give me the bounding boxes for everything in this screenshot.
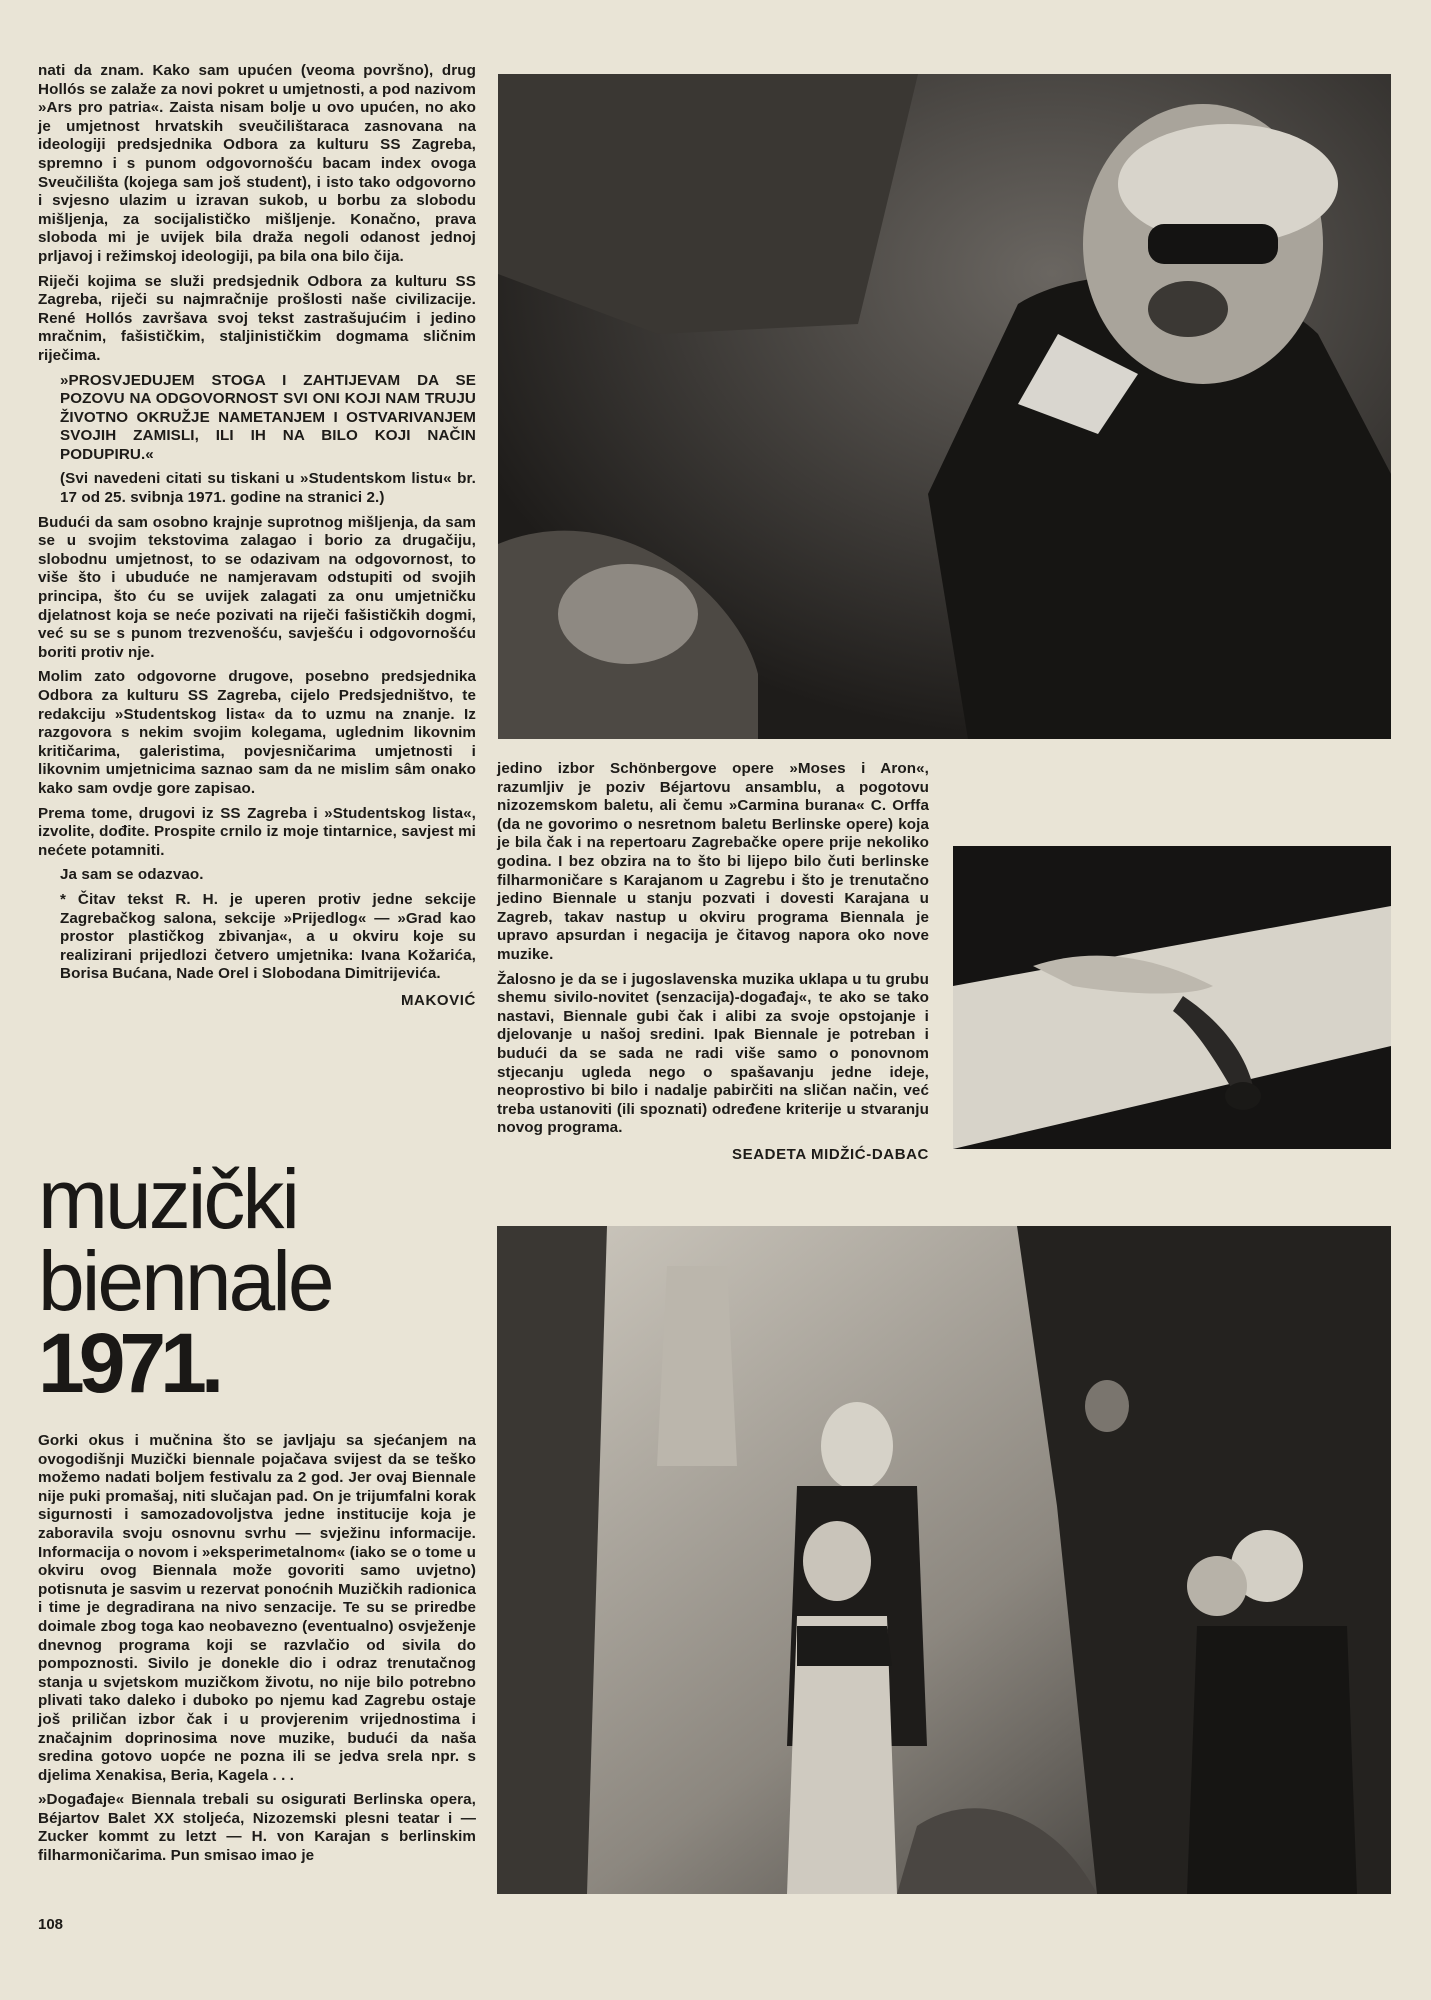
article-signature: SEADETA MIDŽIĆ-DABAC: [732, 1145, 929, 1163]
conductor-photo: [498, 74, 1391, 739]
article-paragraph: »Događaje« Biennala trebali su osigurati Berlinska opera, Béjartov Balet XX stoljeća, Nizozemski plesni teatar i — Zucker kommt zu letzt — H. von Karajan s berlinskim filharmoničarima. Pun smisao imao je: [38, 1791, 476, 1865]
letter-paragraph: Riječi kojima se služi predsjednik Odbora za kulturu SS Zagreba, riječi su najmračnije prošlosti naše civilizacije. René Hollós završava svoj tekst zastrašujućim i jedino mračnim, fašističkim, staljinističkim dogmama sličnim riječima.: [38, 272, 476, 364]
continuation-paragraph: jedino izbor Schönbergove opere »Moses i Aron«, razumljiv je poziv Béjartovu ansamblu, a pogotovu nizozemskom baletu, ali čemu »Carmina burana« C. Orffa (da ne govorimo o nesretnom baletu Berlinske opere) koja je bila čak i na repertoaru Zagrebačke opere prije nekoliko godina. I bez obzira na to što bi lijepo bilo čuti berlinske filharmoničare s Karajanom u Zagrebu i što je trenutačno jedino Biennale u stanju pozvati i dovesti Karajana u Zagreb, takav nastup u okviru programa Biennala je upravo apsurdan i negacija je čitavog napora oko nove muzike.: [497, 760, 929, 963]
page-number: 108: [38, 1916, 64, 1933]
protest-quote: »PROSVJEDUJEM STOGA I ZAHTIJEVAM DA SE POZOVU NA ODGOVORNOST SVI ONI KOJI NAM TRUJU ŽIVOTNO OKRUŽJE NAMETANJEM I OSTVARIVANJEM SVOJIH ZAMISLI, ILI IH NA BILO KOJI NAČIN PODUPIRU.«: [60, 371, 476, 463]
letter-paragraph: Budući da sam osobno krajnje suprotnog mišljenja, da sam se u svojim tekstovima zalagao i borio za drugačiju, slobodnu umjetnost, to se odazivam na odgovornost, to više što i ubuduće ne namjeravam odstupiti od svojih principa, što ću se uvijek zalagati za onu umjetničku djelatnost koja se neće pozivati na riječi fašističkih dogmi, već su se s punom trezvenošću, savješću i odgovornošću boriti protiv nje.: [38, 513, 476, 661]
letter-signature: MAKOVIĆ: [400, 991, 476, 1009]
continuation-column: [497, 760, 929, 1163]
article-column: [38, 1432, 476, 1872]
headline-line-2: biennale: [38, 1234, 332, 1328]
dancer-photo: [953, 846, 1391, 1149]
headline-year: 1971.: [38, 1316, 219, 1410]
footnote: * Čitav tekst R. H. je uperen protiv jedne sekcije Zagrebačkog salona, sekcije »Prijedlog« — »Grad kao prostor plastičkog zbivanja«, a u okviru koje su realizirani prijedlozi četvero umjetnika: Ivana Kožarića, Borisa Bućana, Nade Orel i Slobodana Dimitrijevića.: [60, 890, 476, 983]
article-paragraph: Gorki okus i mučnina što se javljaju sa sjećanjem na ovogodišnji Muzički biennale pojačava svijest da se teško možemo nadati boljem festivalu za 2 god. Jer ovaj Biennale nije puki promašaj, niti slučajan pad. On je trijumfalni korak sigurnosti i samozadovoljstva jedne institucije koja je zaboravila svoju osnovnu svrhu — svježinu informacije. Informacija o novom i »eksperimetalnom« (iako se o tome u okviru ovog Biennala može govoriti samo uvjetno) potisnuta je sasvim u rezervat ponoćnih Muzičkih radionica i time je degradirana na nivo senzacije. Te su se priredbe doimale zbog toga kao neobavezno (eventualno) osvježenje dnevnog programa koji se razvlačio od sivila do pompoznosti. Sivilo je donekle dio i odraz trenutačnog stanja u svjetskom muzičkom životu, no nije bilo potrebno plivati tako daleko i duboko po njemu kad Zagrebu ostaje još priličan izbor čak i u provjerenim vrijednostima i značajnim doprinosima nove muzike, budući da naša sredina gotovo uopće ne pozna ili se jedva srela npr. s djelima Xenakisa, Beria, Kagela . . .: [38, 1432, 476, 1784]
continuation-paragraph: Žalosno je da se i jugoslavenska muzika uklapa u tu grubu shemu sivilo-novitet (senzacija)-događaj«, te ako se tako nastavi, Biennale gubi čak i alibi za svoje opstojanje i djelovanje u našoj sredini. Ipak Biennale je potreban i budući da se sada ne radi više samo o ponovnom stjecanju ugleda nego o spašavanju jedne ideje, neoprostivo bi bilo i nadalje pabirčiti na sličan način, već treba ustanoviti (ili spoznati) određene kriterije u stvaranju novog programa.: [497, 970, 929, 1137]
headline-line-1: muzički: [38, 1152, 298, 1246]
letter-paragraph: Molim zato odgovorne drugove, posebno predsjednika Odbora za kulturu SS Zagreba, cijelo Predsjedništvo, te redakciju »Studentskog lista« da to uzmu na znanje. Iz razgovora s nekim svojim kolegama, uglednim likovnim kritičarima, galeristima, povjesničarima umjetnosti i likovnim umjetnicima saznao sam da ne mislim sâm onako kako sam ovdje gore zapisao.: [38, 668, 476, 797]
letter-paragraph: nati da znam. Kako sam upućen (veoma površno), drug Hollós se zalaže za novi pokret u umjetnosti, a pod nazivom »Ars pro patria«. Zaista nisam bolje u ovo upućen, no ako je umjetnost hrvatskih sveučilištaraca zasnovana na ideologiji predsjednika Odbora za kulturu SS Zagreba, spremno i s punom odgovornošću bacam index ovoga Sveučilišta (kojega sam još student), i isto tako odgovorno i svjesno ulazim u izravan sukob, u borbu za slobodu mišljenja, za socijalističko mišljenje. Konačno, prava sloboda mi je uvijek bila draža negoli odanost jednoj prljavoj i režimskoj ideologiji, pa bila ona bilo čija.: [38, 62, 476, 265]
closing-line: Ja sam se odazvao.: [60, 866, 204, 884]
article-headline: [38, 1152, 468, 1410]
letter-paragraph: Prema tome, drugovi iz SS Zagreba i »Studentskog lista«, izvolite, dođite. Prospite crnilo iz moje tintarnice, savjest mi nećete potamniti.: [38, 804, 476, 859]
citation-note: (Svi navedeni citati su tiskani u »Studentskom listu« br. 17 od 25. svibnja 1971. godine na stranici 2.): [60, 470, 476, 507]
letter-column: [38, 62, 476, 1009]
stage-photo: [497, 1226, 1391, 1894]
